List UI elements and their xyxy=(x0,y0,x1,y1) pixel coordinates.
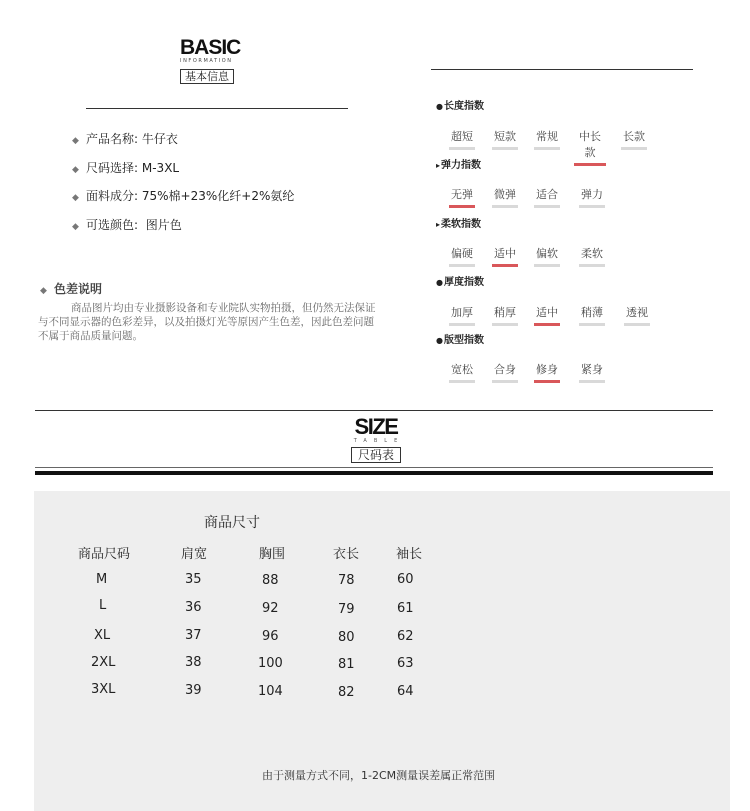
size-table-panel xyxy=(34,491,730,811)
index-title-softness: ▸柔软指数 xyxy=(436,219,482,230)
table-cell: XL xyxy=(94,628,111,643)
size-thin-divider xyxy=(35,467,713,468)
info-item-name: ◆ 产品名称: 牛仔衣 xyxy=(72,131,178,149)
table-cell: 82 xyxy=(338,685,355,700)
thickness-option: 透视 xyxy=(624,304,650,326)
fit-option: 紧身 xyxy=(579,361,605,383)
fit-option-selected: 修身 xyxy=(534,361,560,383)
index-divider xyxy=(431,69,693,70)
softness-option: 偏软 xyxy=(534,245,560,267)
size-cn-label: 尺码表 xyxy=(351,447,401,463)
size-thick-divider xyxy=(35,471,713,475)
index-title-fit: ●版型指数 xyxy=(436,335,484,346)
length-option: 常规 xyxy=(534,128,560,150)
table-cell: 37 xyxy=(185,628,202,643)
table-cell: L xyxy=(99,598,107,613)
table-caption: 商品尺寸 xyxy=(204,515,260,531)
table-cell: 78 xyxy=(338,573,355,588)
size-top-divider xyxy=(35,410,713,411)
diamond-icon: ◆ xyxy=(40,286,47,296)
table-cell: 96 xyxy=(262,629,279,644)
table-cell: 39 xyxy=(185,683,202,698)
table-cell: 92 xyxy=(262,601,279,616)
elastic-option: 适合 xyxy=(534,186,560,208)
size-subtitle: TABLE xyxy=(353,438,405,444)
thickness-option: 稍厚 xyxy=(492,304,518,326)
table-cell: 36 xyxy=(185,600,202,615)
diamond-icon: ◆ xyxy=(72,193,79,203)
measurement-note: 由于测量方式不同，1-2CM测量误差属正常范围 xyxy=(262,769,496,782)
diamond-icon: ◆ xyxy=(72,222,79,232)
table-header-length: 衣长 xyxy=(333,547,360,562)
table-cell: 88 xyxy=(262,573,279,588)
table-header-sleeve: 袖长 xyxy=(396,547,423,562)
info-item-size: ◆ 尺码选择: M-3XL xyxy=(72,160,179,178)
table-cell: 104 xyxy=(258,684,283,699)
basic-info-logo xyxy=(180,37,250,84)
info-item-color: ◆ 可选颜色: 图片色 xyxy=(72,217,182,235)
softness-option-selected: 适中 xyxy=(492,245,518,267)
length-option: 长款 xyxy=(621,128,647,150)
thickness-option-selected: 适中 xyxy=(534,304,560,326)
table-cell: 64 xyxy=(397,684,414,699)
table-cell: 79 xyxy=(338,602,355,617)
thickness-option: 加厚 xyxy=(449,304,475,326)
table-header-size: 商品尺码 xyxy=(78,547,131,562)
diamond-icon: ◆ xyxy=(72,165,79,175)
size-title: SIZE xyxy=(354,414,398,439)
table-cell: 3XL xyxy=(91,682,116,697)
thickness-option: 稍薄 xyxy=(579,304,605,326)
fit-option: 合身 xyxy=(492,361,518,383)
table-cell: 35 xyxy=(185,572,202,587)
length-option: 短款 xyxy=(492,128,518,150)
basic-title: BASIC xyxy=(180,36,241,59)
table-cell: 38 xyxy=(185,655,202,670)
table-cell: 60 xyxy=(397,572,414,587)
basic-subtitle: INFORMATION xyxy=(180,58,233,64)
table-cell: 100 xyxy=(258,656,283,671)
index-title-thickness: ●厚度指数 xyxy=(436,277,484,288)
elastic-option: 微弹 xyxy=(492,186,518,208)
table-header-shoulder: 肩宽 xyxy=(181,547,208,562)
table-cell: M xyxy=(96,572,108,587)
table-cell: 81 xyxy=(338,657,355,672)
elastic-option: 弹力 xyxy=(579,186,605,208)
info-item-fabric: ◆ 面料成分: 75%棉+23%化纤+2%氨纶 xyxy=(72,188,294,206)
softness-option: 柔软 xyxy=(579,245,605,267)
table-cell: 62 xyxy=(397,629,414,644)
table-cell: 80 xyxy=(338,630,355,645)
table-cell: 63 xyxy=(397,656,414,671)
size-table-logo xyxy=(336,416,416,463)
length-option: 超短 xyxy=(449,128,475,150)
table-cell: 2XL xyxy=(91,655,116,670)
color-diff-title: ◆ 色差说明 xyxy=(40,282,103,296)
index-title-length: ●长度指数 xyxy=(436,101,484,112)
softness-option: 偏硬 xyxy=(449,245,475,267)
length-option-selected: 中长款 xyxy=(574,128,606,166)
fit-option: 宽松 xyxy=(449,361,475,383)
table-header-chest: 胸围 xyxy=(259,547,286,562)
color-diff-text: 商品图片均由专业摄影设备和专业院队实物拍摄，但仍然无法保证 与不同显示器的色彩差异，以及拍摄灯光等原因产生色差，因此色差问题 不属于商品质量问题。 xyxy=(38,302,376,342)
basic-divider xyxy=(86,108,348,109)
elastic-option-selected: 无弹 xyxy=(449,186,475,208)
index-title-elastic: ▸弹力指数 xyxy=(436,160,482,171)
basic-cn-label: 基本信息 xyxy=(180,69,234,84)
table-cell: 61 xyxy=(397,601,414,616)
diamond-icon: ◆ xyxy=(72,136,79,146)
